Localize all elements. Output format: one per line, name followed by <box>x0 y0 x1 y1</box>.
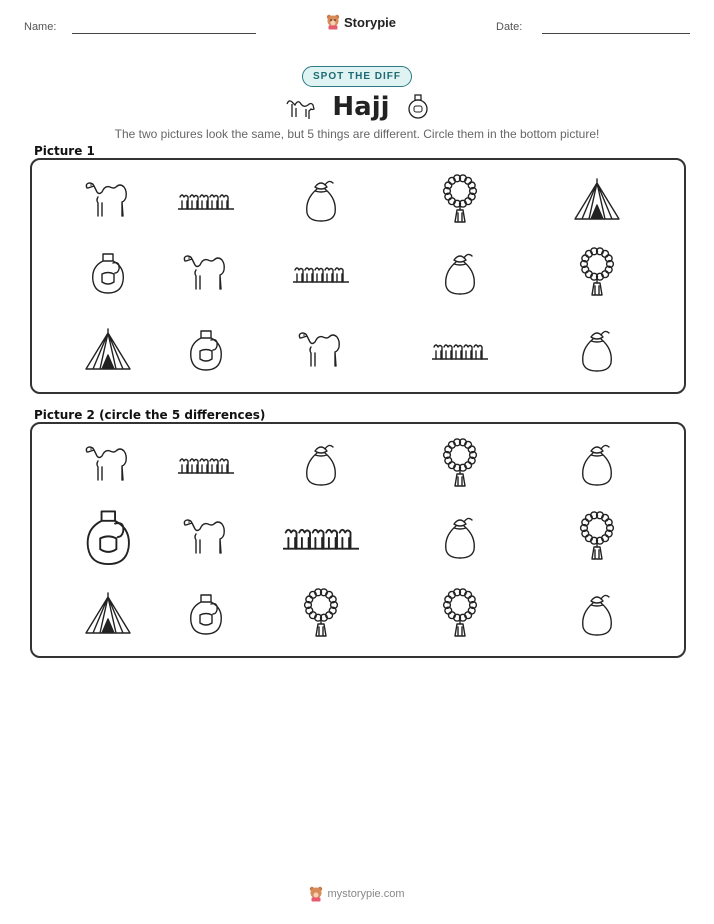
page-title: Hajj <box>332 92 390 122</box>
sack-icon[interactable] <box>532 576 662 652</box>
picture-1-panel <box>30 158 686 394</box>
picture-2-grid <box>32 424 684 656</box>
date-label: Date: <box>496 21 523 33</box>
caravan-icon <box>256 235 386 311</box>
name-label: Name: <box>24 21 57 33</box>
footer <box>309 886 404 902</box>
title-water-jug-icon <box>406 93 430 121</box>
picture-1-grid <box>32 160 684 392</box>
camel-icon <box>141 235 271 311</box>
sack-icon[interactable] <box>532 426 662 502</box>
sack-icon <box>395 235 525 311</box>
prayer-beads-icon <box>395 162 525 238</box>
prayer-beads-icon[interactable] <box>256 576 386 652</box>
bear-icon <box>326 14 340 30</box>
picture-2-label: Picture 2 (circle the 5 differences) <box>34 408 266 422</box>
instructions-text: The two pictures look the same, but 5 things are different. Circle them in the bottom picture! <box>114 127 600 141</box>
sack-icon <box>532 312 662 388</box>
sack-icon[interactable] <box>256 426 386 502</box>
title-camel-icon <box>284 94 316 120</box>
prayer-beads-icon[interactable] <box>395 426 525 502</box>
brand-logo <box>326 14 396 30</box>
caravan-icon[interactable] <box>256 499 386 575</box>
caravan-icon[interactable] <box>141 426 271 502</box>
water-jug-icon <box>141 312 271 388</box>
sack-icon[interactable] <box>395 499 525 575</box>
footer-bear-icon <box>309 886 323 902</box>
prayer-beads-icon[interactable] <box>395 576 525 652</box>
sack-icon <box>256 162 386 238</box>
footer-url[interactable]: mystorypie.com <box>327 888 405 900</box>
camel-icon[interactable] <box>141 499 271 575</box>
brand-name: Storypie <box>344 14 397 30</box>
tent-icon <box>532 162 662 238</box>
prayer-beads-icon[interactable] <box>532 499 662 575</box>
picture-1-label: Picture 1 <box>34 144 95 158</box>
spot-the-diff-badge: SPOT THE DIFF <box>302 66 412 87</box>
prayer-beads-icon <box>532 235 662 311</box>
caravan-icon <box>141 162 271 238</box>
camel-icon <box>256 312 386 388</box>
picture-2-panel[interactable] <box>30 422 686 658</box>
water-jug-icon[interactable] <box>141 576 271 652</box>
name-line[interactable] <box>72 33 256 34</box>
caravan-icon <box>395 312 525 388</box>
date-line[interactable] <box>542 33 690 34</box>
